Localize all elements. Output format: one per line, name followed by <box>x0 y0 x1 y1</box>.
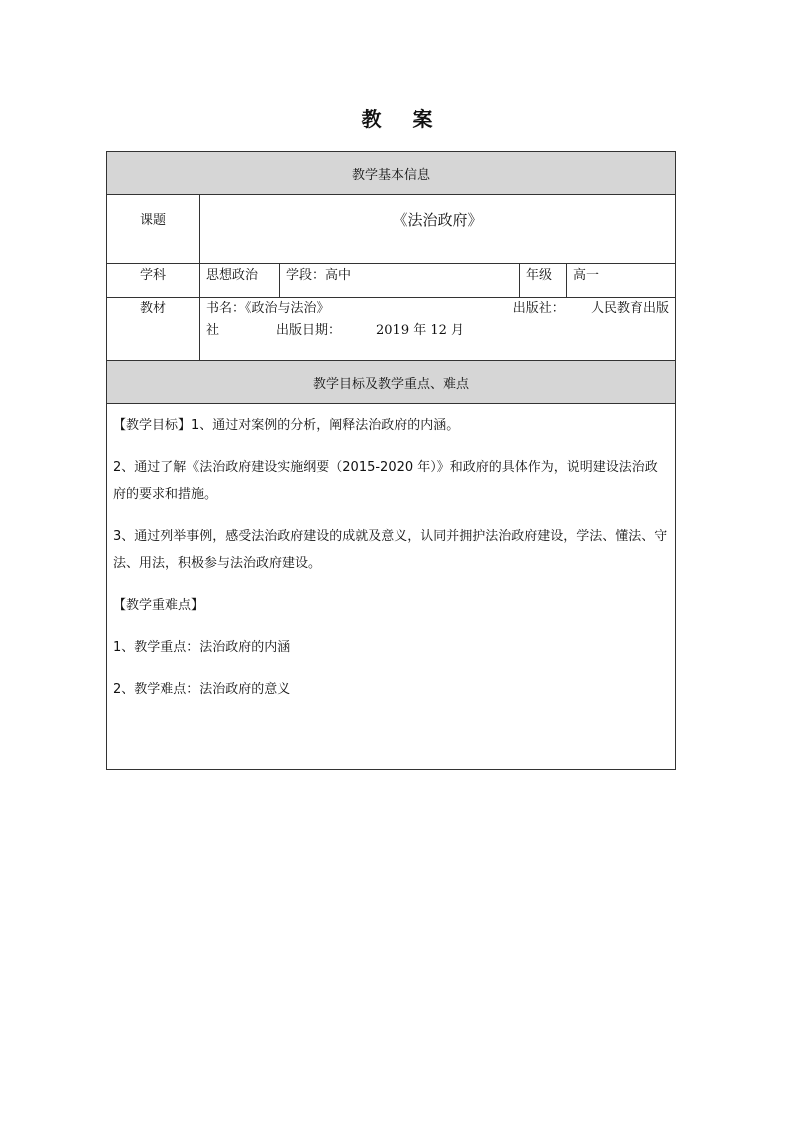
goal-1: 【教学目标】1、通过对案例的分析，阐释法治政府的内涵。 <box>113 418 460 433</box>
textbook-label: 教材 <box>107 298 200 361</box>
publisher-label: 出版社： <box>512 301 565 316</box>
goal-2: 2、通过了解《法治政府建设实施纲要（2015-2020 年）》和政府的具体作为，说明建设法治政府的要求和措施。 <box>113 460 658 502</box>
publisher-value-cont: 社 <box>206 323 220 338</box>
document-title: 教 案 <box>361 107 445 131</box>
topic-label: 课题 <box>107 195 200 264</box>
textbook-info <box>200 298 676 361</box>
textbook-line-2 <box>206 320 669 342</box>
goals-body <box>107 404 676 770</box>
book-name: 书名：《政治与法治》 <box>206 301 330 316</box>
publisher-block <box>513 298 669 320</box>
goal-3: 3、通过列举事例，感受法治政府建设的成就及意义，认同并拥护法治政府建设，学法、懂法、守法、用法，积极参与法治政府建设。 <box>113 529 668 571</box>
publisher-value: 人民教育出版 <box>590 301 669 316</box>
basic-info-header: 教学基本信息 <box>107 152 676 195</box>
topic-value: 《法治政府》 <box>200 195 676 264</box>
lesson-plan-table <box>106 151 676 770</box>
key-point-2: 2、教学难点：法治政府的意义 <box>113 682 291 697</box>
goals-header: 教学目标及教学重点、难点 <box>107 361 676 404</box>
grade-label: 年级 <box>520 264 567 298</box>
key-point-1: 1、教学重点：法治政府的内涵 <box>113 640 291 655</box>
subject-label: 学科 <box>107 264 200 298</box>
pub-date-value: 2019 年 12 月 <box>376 323 465 338</box>
textbook-line-1 <box>206 298 669 320</box>
pub-date-label: 出版日期： <box>276 323 342 338</box>
stage-value: 学段：高中 <box>280 264 520 298</box>
subject-value: 思想政治 <box>200 264 280 298</box>
grade-value: 高一 <box>567 264 676 298</box>
key-points-heading: 【教学重难点】 <box>113 598 205 613</box>
